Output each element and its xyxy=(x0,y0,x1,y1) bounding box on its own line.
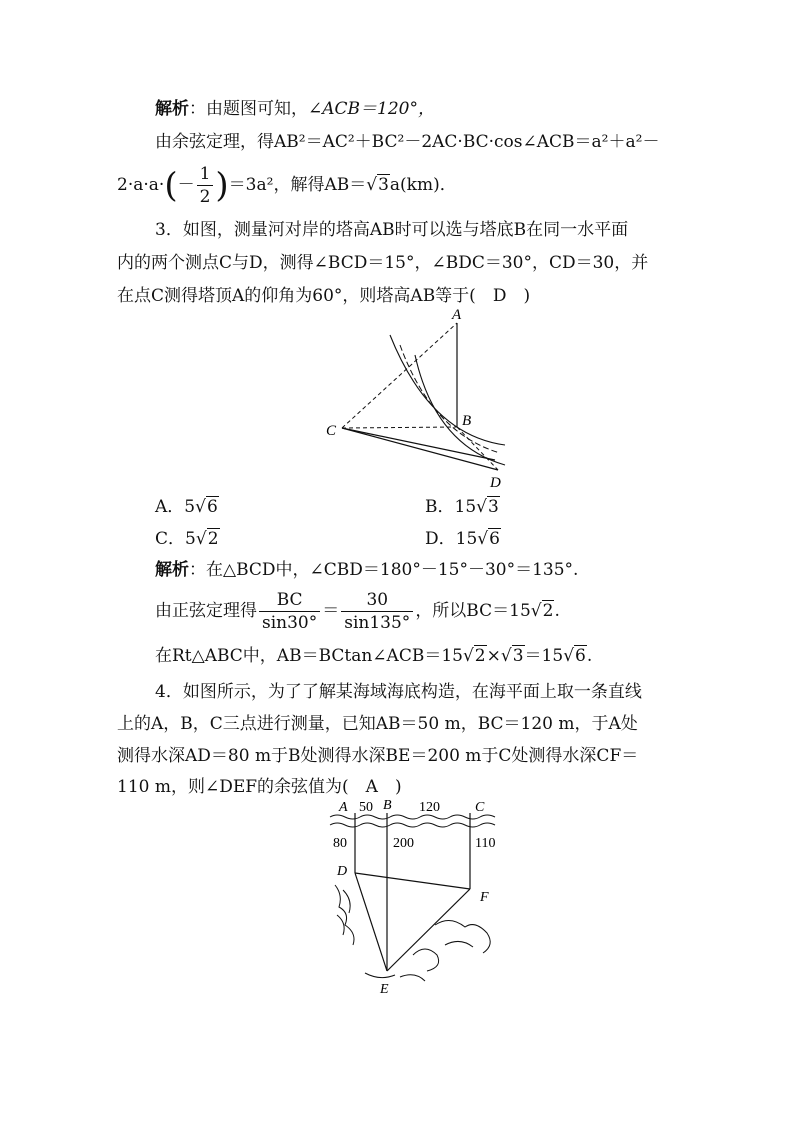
dashed-ca xyxy=(342,323,457,428)
label-ab: 50 xyxy=(359,800,373,815)
q3-diagram xyxy=(320,305,520,490)
label-a: A xyxy=(339,800,348,815)
sol3-line3: 在Rt△ABC中，AB＝BCtan∠ACB＝15√2×√3＝15√6. xyxy=(155,646,593,666)
line-cd xyxy=(342,428,498,470)
river-bank-2 xyxy=(415,355,505,465)
seabed-bottom xyxy=(365,973,425,981)
sol3-line2: 由正弦定理得 $\frac{BC}{\sin 30^\circ}$ ＝ $\frac{30}{\sin 135^\circ}$ ，所以BC＝15√2. xyxy=(155,590,560,633)
label-f: F xyxy=(480,890,489,905)
q3-line3: 在点C测得塔顶A的仰角为60°，则塔高AB等于( D ) xyxy=(117,286,531,306)
q4-line3: 测得水深AD＝80 m于B处测得水深BE＝200 m于C处测得水深CF＝ xyxy=(117,746,639,766)
dashed-cb xyxy=(342,427,457,428)
sol1-l2-prefix: 由余弦定理，得 xyxy=(155,132,274,152)
q4-line1: 4．如图所示，为了了解某海域海底构造，在海平面上取一条直线 xyxy=(155,682,642,702)
seabed-right xyxy=(413,920,490,971)
sol1-angle: ∠ACB＝120°， xyxy=(308,99,435,119)
sqrt-3: √3 xyxy=(366,175,389,195)
line-ef xyxy=(387,889,470,971)
q3-line1 xyxy=(155,218,628,242)
label-b: B xyxy=(383,798,392,813)
q3-text1: 如图，测量河对岸的塔高AB时可以选与塔底B在同一水平面 xyxy=(182,220,629,240)
seabed-left xyxy=(335,885,354,945)
sol1-text: ：由题图可知， xyxy=(189,99,308,119)
option-d[interactable]: D．15√6 xyxy=(425,529,500,549)
fraction-half: $\frac{1}{2}$ xyxy=(197,163,214,208)
sol1-l3-a: 2·a·a· xyxy=(117,175,165,195)
sol1-line2 xyxy=(155,130,659,154)
line-cd2 xyxy=(342,428,495,460)
dashed-bd xyxy=(457,427,498,470)
q4-line2: 上的A，B，C三点进行测量，已知AB＝50 m，BC＝120 m，于A处 xyxy=(117,714,638,734)
label-ad: 80 xyxy=(333,836,347,851)
sol1-line1 xyxy=(155,97,435,121)
analysis-label: 解析 xyxy=(155,99,189,119)
line-df xyxy=(355,873,470,889)
sol1-l3-b: ＝3a²，解得AB＝ xyxy=(228,175,367,195)
label-bc: 120 xyxy=(419,800,440,815)
fraction-bc: $\frac{BC}{\sin 30^\circ}$ xyxy=(259,589,320,634)
label-c: C xyxy=(475,800,485,815)
label-e: E xyxy=(380,982,389,997)
option-a[interactable]: A．5√6 xyxy=(155,497,218,517)
option-b[interactable]: B．15√3 xyxy=(425,497,499,517)
label-cf: 110 xyxy=(475,836,496,851)
q3-number: 3． xyxy=(155,220,183,240)
q4-line4: 110 m，则∠DEF的余弦值为( A ) xyxy=(117,777,402,797)
sol1-l2-eq: AB²＝AC²＋BC²－2AC·BC·cos∠ACB＝a²＋a²－ xyxy=(274,132,660,152)
q3-line2: 内的两个测点C与D，测得∠BCD＝15°，∠BDC＝30°，CD＝30，并 xyxy=(117,253,649,273)
option-c[interactable]: C．5√2 xyxy=(155,529,219,549)
label-a: A xyxy=(452,307,462,323)
sol1-l3-c: a(km)． xyxy=(389,175,457,195)
q4-diagram xyxy=(325,795,505,1000)
q4-number: 4． xyxy=(155,682,183,702)
sol3-line1: 解析：在△BCD中，∠CBD＝180°－15°－30°＝135°. xyxy=(155,560,579,580)
fraction-30: $\frac{30}{\sin 135^\circ}$ xyxy=(341,589,413,634)
line-de xyxy=(355,873,387,971)
label-d: D xyxy=(337,864,348,879)
river-bank-1 xyxy=(390,335,505,445)
sol1-line3: 2·a·a·(－ $\frac{1}{2}$ )＝3a²，解得AB＝√3a(km)． xyxy=(117,164,457,207)
label-d: D xyxy=(490,475,501,490)
analysis-label-2: 解析 xyxy=(155,560,189,580)
label-b: B xyxy=(462,413,472,429)
label-be: 200 xyxy=(393,836,414,851)
label-c: C xyxy=(326,423,337,439)
